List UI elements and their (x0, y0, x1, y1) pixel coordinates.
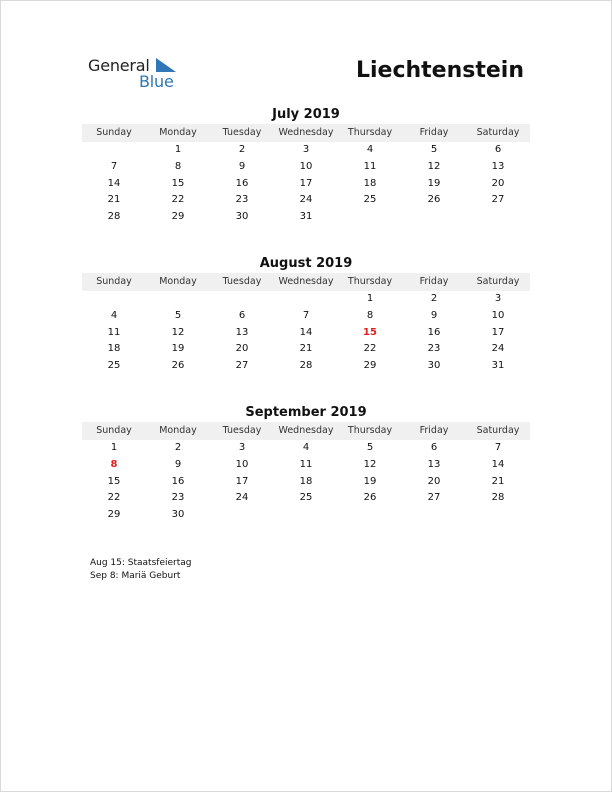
day-cell: 5 (366, 442, 374, 453)
day-cell: 26 (427, 194, 441, 206)
week-row (82, 291, 530, 308)
week-row (82, 490, 530, 507)
week-row (82, 192, 530, 209)
weekday-label: Friday (419, 276, 449, 287)
month-july (82, 106, 530, 226)
day-cell: 22 (107, 492, 121, 504)
weeks (82, 142, 530, 226)
weekday-label: Tuesday (222, 276, 262, 287)
day-cell: 27 (427, 492, 441, 504)
day-cell: 10 (299, 160, 313, 172)
day-cell: 15 (107, 475, 121, 487)
holiday-day-cell: 15 (363, 326, 377, 338)
empty-day-cell (210, 507, 274, 524)
month-september (82, 404, 530, 524)
weekday-label: Tuesday (222, 425, 262, 436)
day-cell: 3 (238, 442, 246, 453)
empty-day-cell (274, 507, 338, 524)
holiday-notes (90, 557, 191, 583)
weekday-label: Friday (419, 127, 449, 138)
week-row (82, 209, 530, 226)
day-cell: 4 (366, 144, 374, 155)
weekday-label: Thursday (347, 127, 393, 138)
day-cell: 2 (174, 442, 182, 453)
day-cell: 13 (427, 458, 441, 470)
day-cell: 18 (107, 343, 121, 355)
day-cell: 25 (299, 492, 313, 504)
day-cell: 5 (174, 309, 182, 321)
day-cell: 26 (363, 492, 377, 504)
day-cell: 12 (427, 160, 441, 172)
day-cell: 18 (299, 475, 313, 487)
week-row (82, 308, 530, 325)
day-cell: 19 (171, 343, 185, 355)
day-cell: 29 (171, 211, 185, 223)
weekday-header (82, 422, 530, 440)
day-cell: 19 (427, 177, 441, 189)
empty-day-cell (146, 291, 210, 308)
empty-day-cell (210, 291, 274, 308)
day-cell: 14 (107, 177, 121, 189)
empty-day-cell (402, 507, 466, 524)
day-cell: 17 (235, 475, 249, 487)
weekday-label: Thursday (347, 276, 393, 287)
day-cell: 11 (107, 326, 121, 338)
day-cell: 23 (427, 343, 441, 355)
empty-day-cell (466, 507, 530, 524)
day-cell: 17 (491, 326, 505, 338)
day-cell: 22 (171, 194, 185, 206)
day-cell: 11 (363, 160, 377, 172)
day-cell: 24 (235, 492, 249, 504)
day-cell: 13 (491, 160, 505, 172)
week-row (82, 325, 530, 342)
day-cell: 31 (491, 360, 505, 372)
week-row (82, 507, 530, 524)
holiday-day-cell: 8 (110, 458, 118, 470)
weekday-label: Saturday (476, 425, 520, 436)
day-cell: 25 (363, 194, 377, 206)
country-title: Liechtenstein (355, 58, 524, 83)
day-cell: 6 (238, 309, 246, 321)
day-cell: 9 (174, 458, 182, 470)
day-cell: 8 (174, 160, 182, 172)
day-cell: 1 (366, 293, 374, 304)
empty-day-cell (82, 291, 146, 308)
week-row (82, 176, 530, 193)
day-cell: 14 (491, 458, 505, 470)
weekday-label: Tuesday (222, 127, 262, 138)
day-cell: 12 (363, 458, 377, 470)
day-cell: 21 (107, 194, 121, 206)
weekday-label: Saturday (476, 127, 520, 138)
weekday-label: Monday (159, 276, 197, 287)
day-cell: 7 (494, 442, 502, 453)
day-cell: 2 (430, 293, 438, 304)
day-cell: 23 (235, 194, 249, 206)
weekday-label: Sunday (96, 127, 132, 138)
day-cell: 29 (363, 360, 377, 372)
weeks (82, 291, 530, 375)
day-cell: 30 (427, 360, 441, 372)
week-row (82, 341, 530, 358)
day-cell: 21 (299, 343, 313, 355)
empty-day-cell (466, 209, 530, 226)
weekday-label: Friday (419, 425, 449, 436)
day-cell: 4 (110, 309, 118, 321)
day-cell: 24 (299, 194, 313, 206)
day-cell: 16 (427, 326, 441, 338)
empty-day-cell (338, 507, 402, 524)
day-cell: 13 (235, 326, 249, 338)
weekday-label: Wednesday (278, 127, 334, 138)
day-cell: 4 (302, 442, 310, 453)
month-august (82, 255, 530, 375)
day-cell: 28 (299, 360, 313, 372)
day-cell: 9 (430, 309, 438, 321)
holiday-note: Sep 8: Mariä Geburt (90, 571, 181, 581)
day-cell: 28 (107, 211, 121, 223)
day-cell: 20 (235, 343, 249, 355)
week-row (82, 358, 530, 375)
day-cell: 8 (366, 309, 374, 321)
day-cell: 17 (299, 177, 313, 189)
day-cell: 6 (430, 442, 438, 453)
day-cell: 27 (491, 194, 505, 206)
day-cell: 10 (491, 309, 505, 321)
day-cell: 1 (110, 442, 118, 453)
day-cell: 28 (491, 492, 505, 504)
weekday-label: Sunday (96, 425, 132, 436)
logo-general-text: General (88, 56, 150, 75)
day-cell: 21 (491, 475, 505, 487)
holiday-note: Aug 15: Staatsfeiertag (90, 558, 192, 568)
month-title: August 2019 (259, 256, 353, 271)
day-cell: 25 (107, 360, 121, 372)
month-title: July 2019 (272, 107, 340, 122)
day-cell: 10 (235, 458, 249, 470)
day-cell: 9 (238, 160, 246, 172)
day-cell: 5 (430, 144, 438, 155)
empty-day-cell (82, 142, 146, 159)
day-cell: 15 (171, 177, 185, 189)
weekday-header (82, 273, 530, 291)
day-cell: 11 (299, 458, 313, 470)
week-row (82, 440, 530, 457)
day-cell: 23 (171, 492, 185, 504)
day-cell: 29 (107, 509, 121, 521)
weekday-label: Monday (159, 425, 197, 436)
logo (88, 56, 188, 92)
day-cell: 14 (299, 326, 313, 338)
day-cell: 6 (494, 144, 502, 155)
day-cell: 2 (238, 144, 246, 155)
day-cell: 18 (363, 177, 377, 189)
weeks (82, 440, 530, 524)
week-row (82, 142, 530, 159)
week-row (82, 159, 530, 176)
empty-day-cell (402, 209, 466, 226)
day-cell: 30 (171, 509, 185, 521)
day-cell: 19 (363, 475, 377, 487)
day-cell: 3 (494, 293, 502, 304)
day-cell: 12 (171, 326, 185, 338)
weekday-label: Wednesday (278, 276, 334, 287)
day-cell: 27 (235, 360, 249, 372)
day-cell: 20 (427, 475, 441, 487)
day-cell: 16 (171, 475, 185, 487)
weekday-label: Sunday (96, 276, 132, 287)
day-cell: 20 (491, 177, 505, 189)
week-row (82, 474, 530, 491)
day-cell: 26 (171, 360, 185, 372)
day-cell: 30 (235, 211, 249, 223)
weekday-header (82, 124, 530, 142)
day-cell: 3 (302, 144, 310, 155)
day-cell: 16 (235, 177, 249, 189)
weekday-label: Wednesday (278, 425, 334, 436)
week-row (82, 457, 530, 474)
day-cell: 22 (363, 343, 377, 355)
empty-day-cell (338, 209, 402, 226)
month-title: September 2019 (245, 405, 367, 420)
weekday-label: Monday (159, 127, 197, 138)
empty-day-cell (274, 291, 338, 308)
logo-triangle-icon (156, 58, 176, 72)
day-cell: 31 (299, 211, 313, 223)
weekday-label: Saturday (476, 276, 520, 287)
day-cell: 7 (110, 160, 118, 172)
weekday-label: Thursday (347, 425, 393, 436)
day-cell: 7 (302, 309, 310, 321)
day-cell: 24 (491, 343, 505, 355)
day-cell: 1 (174, 144, 182, 155)
logo-blue-text: Blue (139, 72, 174, 91)
